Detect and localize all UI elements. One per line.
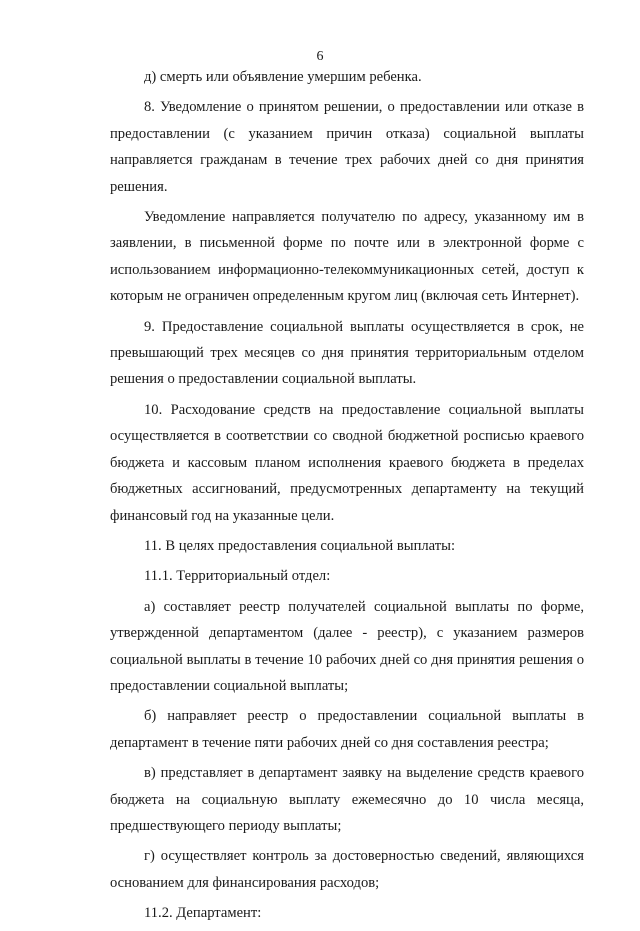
document-body (110, 64, 584, 931)
paragraph-10-budget: 10. Расходование средств на предоставление социальной выплаты осуществляется в соответствии со сводной бюджетной росписью краевого бюджета и кассовым планом исполнения краевого бюджета в пределах бюджетных ассигнований, предусмотренных департаменту на текущий финансовый год на указанные цели. (110, 401, 584, 524)
paragraph-9-payment-term: 9. Предоставление социальной выплаты осуществляется в срок, не превышающий трех месяцев со дня принятия территориальным отделом решения о предоставлении социальной выплаты. (110, 318, 584, 388)
paragraph-11-1-territorial-office: 11.1. Территориальный отдел: (144, 568, 331, 585)
paragraph-11-2-department: 11.2. Департамент: (144, 905, 262, 922)
paragraph-d-death: д) смерть или объявление умершим ребенка. (144, 69, 422, 85)
paragraph-notification-delivery: Уведомление направляется получателю по адресу, указанному им в заявлении, в письменной форме по почте или в электронной форме с использованием информационно-телекоммуникационных сетей, доступ к которым не ограничен определенным кругом лиц (включая сеть Интернет). (110, 209, 584, 305)
paragraph-8-notification: 8. Уведомление о принятом решении, о предоставлении или отказе в предоставлении (с указанием причин отказа) социальной выплаты направляется гражданам в течение трех рабочих дней со дня принятия решения. (110, 99, 584, 195)
paragraph-b-send-registry: б) направляет реестр о предоставлении социальной выплаты в департамент в течение пяти рабочих дней со дня составления реестра; (110, 708, 584, 751)
paragraph-11-purpose: 11. В целях предоставления социальной выплаты: (144, 537, 456, 554)
paragraph-a-registry: а) составляет реестр получателей социальной выплаты по форме, утвержденной департаментом (далее - реестр), с указанием размеров социальной выплаты в течение 10 рабочих дней со дня принятия решения о предоставлении социальной выплаты; (110, 598, 584, 694)
paragraph-g-control: г) осуществляет контроль за достоверностью сведений, являющихся основанием для финансирования расходов; (110, 848, 584, 891)
page-number: 6 (316, 49, 324, 64)
paragraph-v-funding-request: в) представляет в департамент заявку на выделение средств краевого бюджета на социальную выплату ежемесячно до 10 числа месяца, предшествующего периоду выплаты; (110, 765, 584, 834)
